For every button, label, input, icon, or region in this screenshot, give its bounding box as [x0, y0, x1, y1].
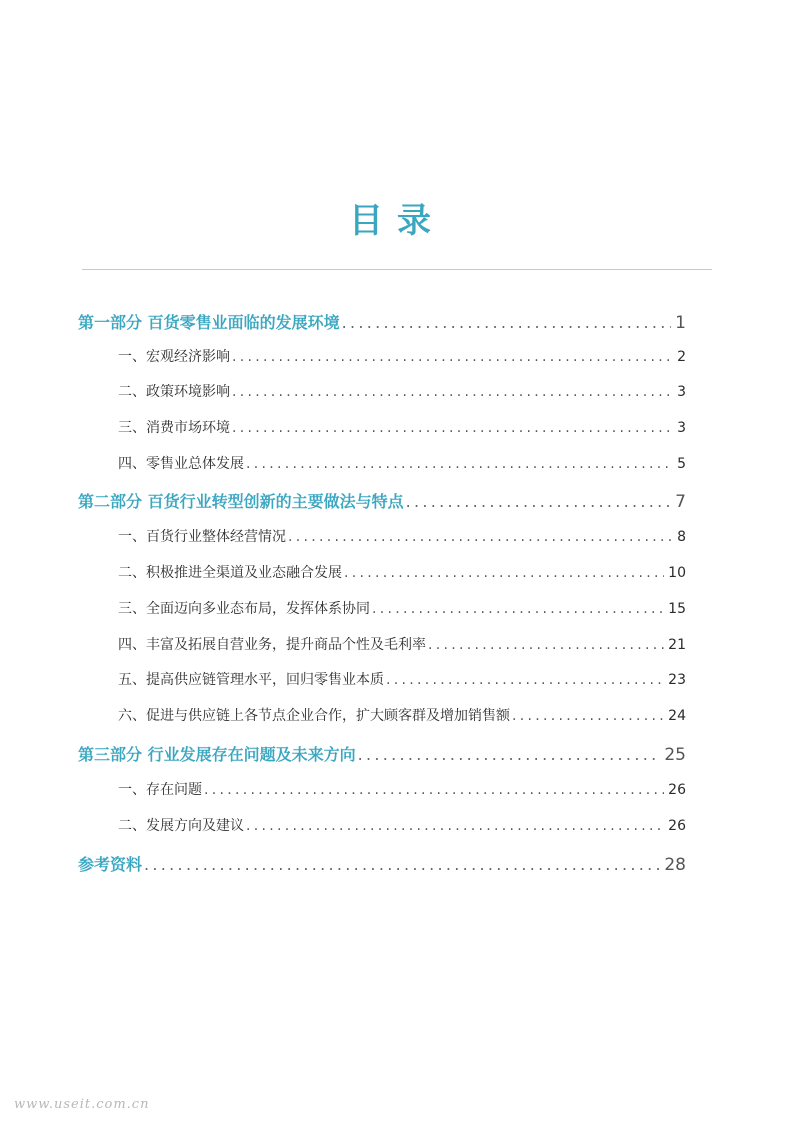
- toc-entry[interactable]: [118, 417, 686, 437]
- toc-entry-label: 三、消费市场环境: [118, 420, 230, 436]
- toc-entry-label: 一、百货行业整体经营情况: [118, 529, 286, 545]
- toc-entry-page: 26: [668, 782, 686, 798]
- toc-entry-page: 24: [668, 708, 686, 724]
- toc-entry-label: 四、零售业总体发展: [118, 456, 244, 472]
- toc-entry-page: 25: [664, 745, 686, 765]
- toc-leader-dots: [372, 601, 664, 617]
- toc-entry-page: 28: [664, 855, 686, 875]
- toc-entry-label: 五、提高供应链管理水平，回归零售业本质: [118, 672, 384, 688]
- toc-leader-dots: [246, 818, 664, 834]
- toc-entry-page: 8: [677, 529, 686, 545]
- toc-leader-dots: [288, 529, 673, 545]
- toc-entry-label: 四、丰富及拓展自营业务，提升商品个性及毛利率: [118, 637, 426, 653]
- toc-entry[interactable]: [78, 852, 686, 875]
- toc-entry[interactable]: [118, 453, 686, 473]
- toc-entry-page: 3: [677, 420, 686, 436]
- toc-entry-label: 一、宏观经济影响: [118, 349, 230, 365]
- toc-entry[interactable]: [78, 489, 686, 512]
- toc-entry[interactable]: [118, 346, 686, 366]
- toc-leader-dots: [428, 637, 664, 653]
- title-divider: [82, 269, 712, 270]
- toc-entry-page: 23: [668, 672, 686, 688]
- toc-entry[interactable]: [118, 562, 686, 582]
- toc-entry-label: 参考资料: [78, 855, 143, 874]
- toc-entry[interactable]: [118, 634, 686, 654]
- toc-entry-label: 二、政策环境影响: [118, 384, 230, 400]
- toc-leader-dots: [358, 745, 661, 764]
- toc-entry-page: 15: [668, 601, 686, 617]
- toc-entry-page: 1: [675, 313, 686, 333]
- toc-entry-page: 21: [668, 637, 686, 653]
- toc-leader-dots: [386, 672, 664, 688]
- toc-entry-page: 3: [677, 384, 686, 400]
- toc-leader-dots: [512, 708, 664, 724]
- toc-entry[interactable]: [118, 526, 686, 546]
- toc-leader-dots: [406, 492, 672, 511]
- toc-leader-dots: [342, 313, 672, 332]
- toc-entry[interactable]: [78, 310, 686, 333]
- toc-entry-label: 二、积极推进全渠道及业态融合发展: [118, 565, 342, 581]
- toc-leader-dots: [232, 349, 673, 365]
- toc-entry-label: 第三部分 行业发展存在问题及未来方向: [78, 745, 356, 764]
- toc-title: 目录: [349, 201, 445, 241]
- watermark: www.useit.com.cn: [14, 1097, 150, 1112]
- toc-leader-dots: [246, 456, 673, 472]
- toc-entry-page: 7: [675, 492, 686, 512]
- toc-entry[interactable]: [118, 381, 686, 401]
- toc-entry-page: 5: [677, 456, 686, 472]
- toc-entry-page: 10: [668, 565, 686, 581]
- toc-entry-page: 26: [668, 818, 686, 834]
- toc-leader-dots: [232, 420, 673, 436]
- toc-entry[interactable]: [118, 705, 686, 725]
- toc-entry-label: 一、存在问题: [118, 782, 202, 798]
- toc-entry-page: 2: [677, 349, 686, 365]
- toc-entry[interactable]: [118, 779, 686, 799]
- toc-entry[interactable]: [118, 815, 686, 835]
- toc-entry-label: 六、促进与供应链上各节点企业合作，扩大顾客群及增加销售额: [118, 708, 510, 724]
- toc-entry[interactable]: [118, 598, 686, 618]
- toc-entry[interactable]: [78, 742, 686, 765]
- toc-leader-dots: [344, 565, 664, 581]
- toc-leader-dots: [204, 782, 664, 798]
- toc-leader-dots: [144, 855, 660, 874]
- toc-entry-label: 第一部分 百货零售业面临的发展环境: [78, 313, 340, 332]
- toc-entry-label: 三、全面迈向多业态布局，发挥体系协同: [118, 601, 370, 617]
- toc-leader-dots: [232, 384, 673, 400]
- toc-entry-label: 第二部分 百货行业转型创新的主要做法与特点: [78, 492, 404, 511]
- toc-entry[interactable]: [118, 669, 686, 689]
- toc-entry-label: 二、发展方向及建议: [118, 818, 244, 834]
